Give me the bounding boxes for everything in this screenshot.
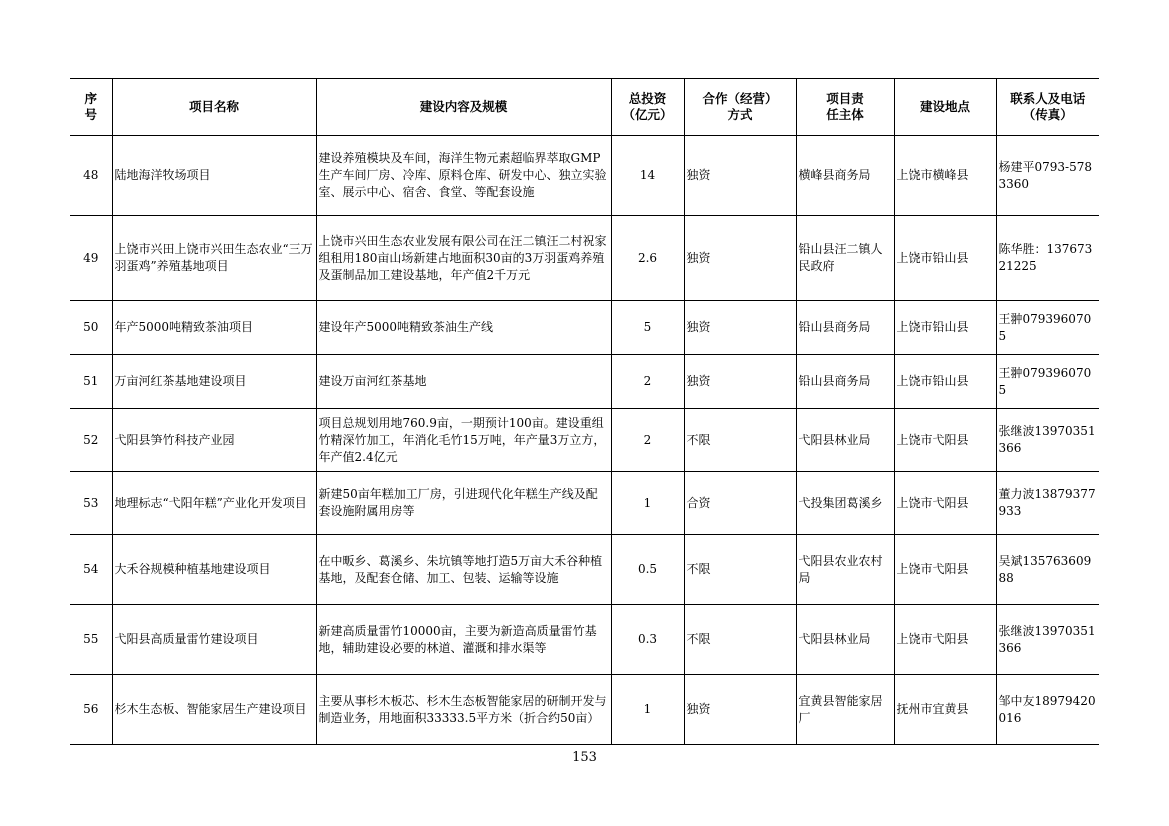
cooperation-mode: 独资 <box>684 136 796 216</box>
header-no: 序 号 <box>84 91 97 122</box>
project-name: 杉木生态板、智能家居生产建设项目 <box>112 675 316 745</box>
construction-content: 建设年产5000吨精致茶油生产线 <box>316 301 611 355</box>
responsible-entity: 弋投集团葛溪乡 <box>796 472 894 535</box>
total-investment: 5 <box>611 301 684 355</box>
responsible-entity: 铅山县商务局 <box>796 301 894 355</box>
table-body <box>70 136 1099 745</box>
table-row <box>70 472 1099 535</box>
contact-info: 王翀0793960705 <box>996 355 1099 409</box>
construction-location: 上饶市铅山县 <box>894 216 996 301</box>
table-row <box>70 675 1099 745</box>
row-number: 52 <box>83 432 99 447</box>
contact-info: 邹中友18979420016 <box>996 675 1099 745</box>
row-number: 55 <box>83 632 99 646</box>
construction-location: 上饶市弋阳县 <box>894 409 996 472</box>
total-investment: 1 <box>611 675 684 745</box>
contact-info: 王翀0793960705 <box>996 301 1099 355</box>
total-investment: 0.3 <box>611 605 684 675</box>
project-name: 陆地海洋牧场项目 <box>112 136 316 216</box>
construction-location: 上饶市弋阳县 <box>894 535 996 605</box>
page-number: 153 <box>572 750 597 765</box>
contact-info: 陈华胜：13767321225 <box>996 216 1099 301</box>
construction-location: 上饶市铅山县 <box>894 301 996 355</box>
responsible-entity: 弋阳县林业局 <box>796 605 894 675</box>
project-name: 大禾谷规模种植基地建设项目 <box>112 535 316 605</box>
table-row <box>70 605 1099 675</box>
total-investment: 14 <box>611 136 684 216</box>
total-investment: 1 <box>611 472 684 535</box>
header-content: 建设内容及规模 <box>316 79 611 136</box>
table-row <box>70 535 1099 605</box>
header-cooperation: 合作（经营） 方式 <box>684 79 796 136</box>
construction-content: 新建50亩年糕加工厂房，引进现代化年糕生产线及配套设施附属用房等 <box>316 472 611 535</box>
project-name: 万亩河红茶基地建设项目 <box>112 355 316 409</box>
header-investment: 总投资 （亿元） <box>611 79 684 136</box>
table-row <box>70 355 1099 409</box>
table-row <box>70 136 1099 216</box>
contact-info: 杨建平0793-5783360 <box>996 136 1099 216</box>
contact-info: 张继波13970351366 <box>996 605 1099 675</box>
project-name: 弋阳县高质量雷竹建设项目 <box>112 605 316 675</box>
construction-content: 上饶市兴田生态农业发展有限公司在汪二镇汪二村祝家组租用180亩山场新建占地面积30亩的3万羽蛋鸡养殖及蛋制品加工建设基地，年产值2千万元 <box>316 216 611 301</box>
table-row <box>70 301 1099 355</box>
cooperation-mode: 独资 <box>684 355 796 409</box>
responsible-entity: 横峰县商务局 <box>796 136 894 216</box>
project-name: 上饶市兴田上饶市兴田生态农业“三万羽蛋鸡”养殖基地项目 <box>112 216 316 301</box>
construction-content: 建设养殖模块及车间，海洋生物元素超临界萃取GMP生产车间厂房、冷库、原料仓库、研发中心、独立实验室、展示中心、宿舍、食堂、等配套设施 <box>316 136 611 216</box>
project-name: 弋阳县笋竹科技产业园 <box>112 409 316 472</box>
row-number: 49 <box>83 250 99 265</box>
project-name: 地理标志“弋阳年糕”产业化开发项目 <box>112 472 316 535</box>
cooperation-mode: 不限 <box>684 409 796 472</box>
responsible-entity: 弋阳县农业农村局 <box>796 535 894 605</box>
construction-location: 上饶市弋阳县 <box>894 605 996 675</box>
construction-content: 主要从事杉木板芯、杉木生态板智能家居的研制开发与制造业务，用地面积33333.5平方米（折合约50亩） <box>316 675 611 745</box>
header-row <box>70 79 1099 136</box>
table-row <box>70 216 1099 301</box>
header-contact: 联系人及电话 （传真） <box>996 79 1099 136</box>
cooperation-mode: 独资 <box>684 301 796 355</box>
construction-content: 在中畈乡、葛溪乡、朱坑镇等地打造5万亩大禾谷种植基地，及配套仓储、加工、包装、运输等设施 <box>316 535 611 605</box>
row-number: 54 <box>83 562 99 576</box>
table-header <box>70 79 1099 136</box>
row-number: 48 <box>83 168 99 182</box>
row-number: 50 <box>83 320 99 334</box>
responsible-entity: 弋阳县林业局 <box>796 409 894 472</box>
responsible-entity: 铅山县商务局 <box>796 355 894 409</box>
total-investment: 0.5 <box>611 535 684 605</box>
responsible-entity: 宜黄县智能家居厂 <box>796 675 894 745</box>
cooperation-mode: 独资 <box>684 675 796 745</box>
row-number: 56 <box>83 702 99 716</box>
contact-info: 董力波13879377933 <box>996 472 1099 535</box>
construction-content: 新建高质量雷竹10000亩，主要为新造高质量雷竹基地，辅助建设必要的林道、灌溉和排水渠等 <box>316 605 611 675</box>
contact-info: 吴斌13576360988 <box>996 535 1099 605</box>
total-investment: 2 <box>611 355 684 409</box>
contact-info: 张继波13970351366 <box>996 409 1099 472</box>
construction-content: 建设万亩河红茶基地 <box>316 355 611 409</box>
construction-location: 抚州市宜黄县 <box>894 675 996 745</box>
row-number: 53 <box>83 495 99 510</box>
construction-content: 项目总规划用地760.9亩，一期预计100亩。建设重组竹精深竹加工，年消化毛竹15万吨，年产量3万立方，年产值2.4亿元 <box>316 409 611 472</box>
total-investment: 2 <box>611 409 684 472</box>
project-name: 年产5000吨精致茶油项目 <box>112 301 316 355</box>
row-number: 51 <box>83 374 99 388</box>
project-table <box>70 78 1099 745</box>
construction-location: 上饶市弋阳县 <box>894 472 996 535</box>
construction-location: 上饶市横峰县 <box>894 136 996 216</box>
header-name: 项目名称 <box>112 79 316 136</box>
cooperation-mode: 合资 <box>684 472 796 535</box>
construction-location: 上饶市铅山县 <box>894 355 996 409</box>
header-location: 建设地点 <box>894 79 996 136</box>
cooperation-mode: 独资 <box>684 216 796 301</box>
header-responsible: 项目责 任主体 <box>796 79 894 136</box>
cooperation-mode: 不限 <box>684 605 796 675</box>
responsible-entity: 铅山县汪二镇人民政府 <box>796 216 894 301</box>
table-row <box>70 409 1099 472</box>
cooperation-mode: 不限 <box>684 535 796 605</box>
total-investment: 2.6 <box>611 216 684 301</box>
